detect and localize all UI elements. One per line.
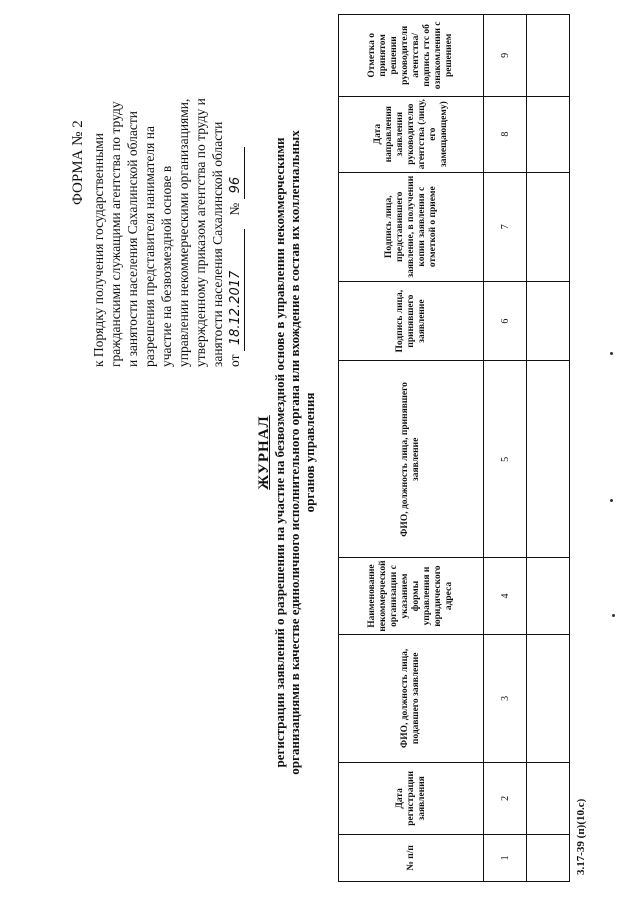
column-number: 3 (484, 634, 527, 762)
scan-speck (610, 352, 613, 355)
header-cell: Подпись лица, принявшего заявление (339, 281, 484, 361)
scan-speck (612, 614, 615, 617)
header-row (339, 15, 484, 882)
header-line: занятости населения Сахалинской области (210, 121, 225, 367)
column-number: 4 (484, 558, 527, 634)
header-line: участие на безвозмездной основе в (159, 165, 174, 367)
date-prefix: от (227, 354, 242, 367)
column-number: 5 (484, 361, 527, 558)
journal-title-block (257, 0, 317, 905)
handwritten-number: 96 (227, 147, 245, 199)
table-cell (527, 634, 570, 762)
table-cell (527, 558, 570, 634)
column-number: 8 (484, 96, 527, 172)
table-cell (527, 361, 570, 558)
column-number: 1 (484, 834, 527, 881)
journal-subtitle-line: регистрации заявлений о разрешении на участие на безвозмездной основе в управлении некоммерческими (272, 137, 287, 768)
header-cell: ФИО, должность лица, принявшего заявление (339, 361, 484, 558)
registration-table (338, 14, 570, 882)
table-cell (527, 834, 570, 881)
header-cell: Подпись лица, представившего заявление, в получении копии заявления с отметкой о приеме (339, 172, 484, 281)
blank-entry-row (527, 15, 570, 882)
journal-subtitle-line: организациями в качестве единоличного исполнительного органа или вхождение в состав их коллегиальных (287, 130, 302, 775)
column-number: 2 (484, 762, 527, 834)
column-number: 6 (484, 281, 527, 361)
header-line: гражданскими служащими агентства по труду (108, 101, 123, 367)
header-cell: Наименование некоммерческой организации с указанием формы управления и юридического адреса (339, 558, 484, 634)
header-line: разрешения представителя нанимателя на (142, 126, 157, 367)
column-number: 9 (484, 15, 527, 97)
header-line: утвержденному приказом агентства по труду и (193, 98, 208, 367)
table-cell (527, 96, 570, 172)
handwritten-date: 18.12.2017 (227, 229, 245, 351)
form-title: ФОРМА № 2 (70, 120, 86, 205)
order-date-line (226, 27, 245, 367)
journal-title: ЖУРНАЛ (256, 415, 272, 490)
journal-subtitle-line: органов управления (302, 392, 317, 513)
header-cell: Отметка о принятом решении руководителя агентства/подпись гтс об ознакомлении с решением (339, 15, 484, 97)
form-header-block (90, 27, 245, 367)
scan-speck (610, 499, 613, 502)
header-cell: ФИО, должность лица, подавшего заявление (339, 634, 484, 762)
header-cell: Дата регистрации заявления (339, 762, 484, 834)
column-number-row (484, 15, 527, 882)
table-cell (527, 281, 570, 361)
header-cell: Дата направления заявления руководителю агентства (лицу, его замещающему) (339, 96, 484, 172)
header-line: и занятости населения Сахалинской области (125, 111, 140, 367)
header-line: управлении некоммерческими организациями, (176, 98, 191, 367)
table-cell (527, 762, 570, 834)
number-prefix: № (227, 202, 242, 216)
header-cell: № п/п (339, 834, 484, 881)
column-number: 7 (484, 172, 527, 281)
header-line: к Порядку получения государственными (91, 133, 106, 367)
table-cell (527, 172, 570, 281)
table-cell (527, 15, 570, 97)
footer-code: 3.17-39 (п)(10.с) (575, 798, 587, 875)
